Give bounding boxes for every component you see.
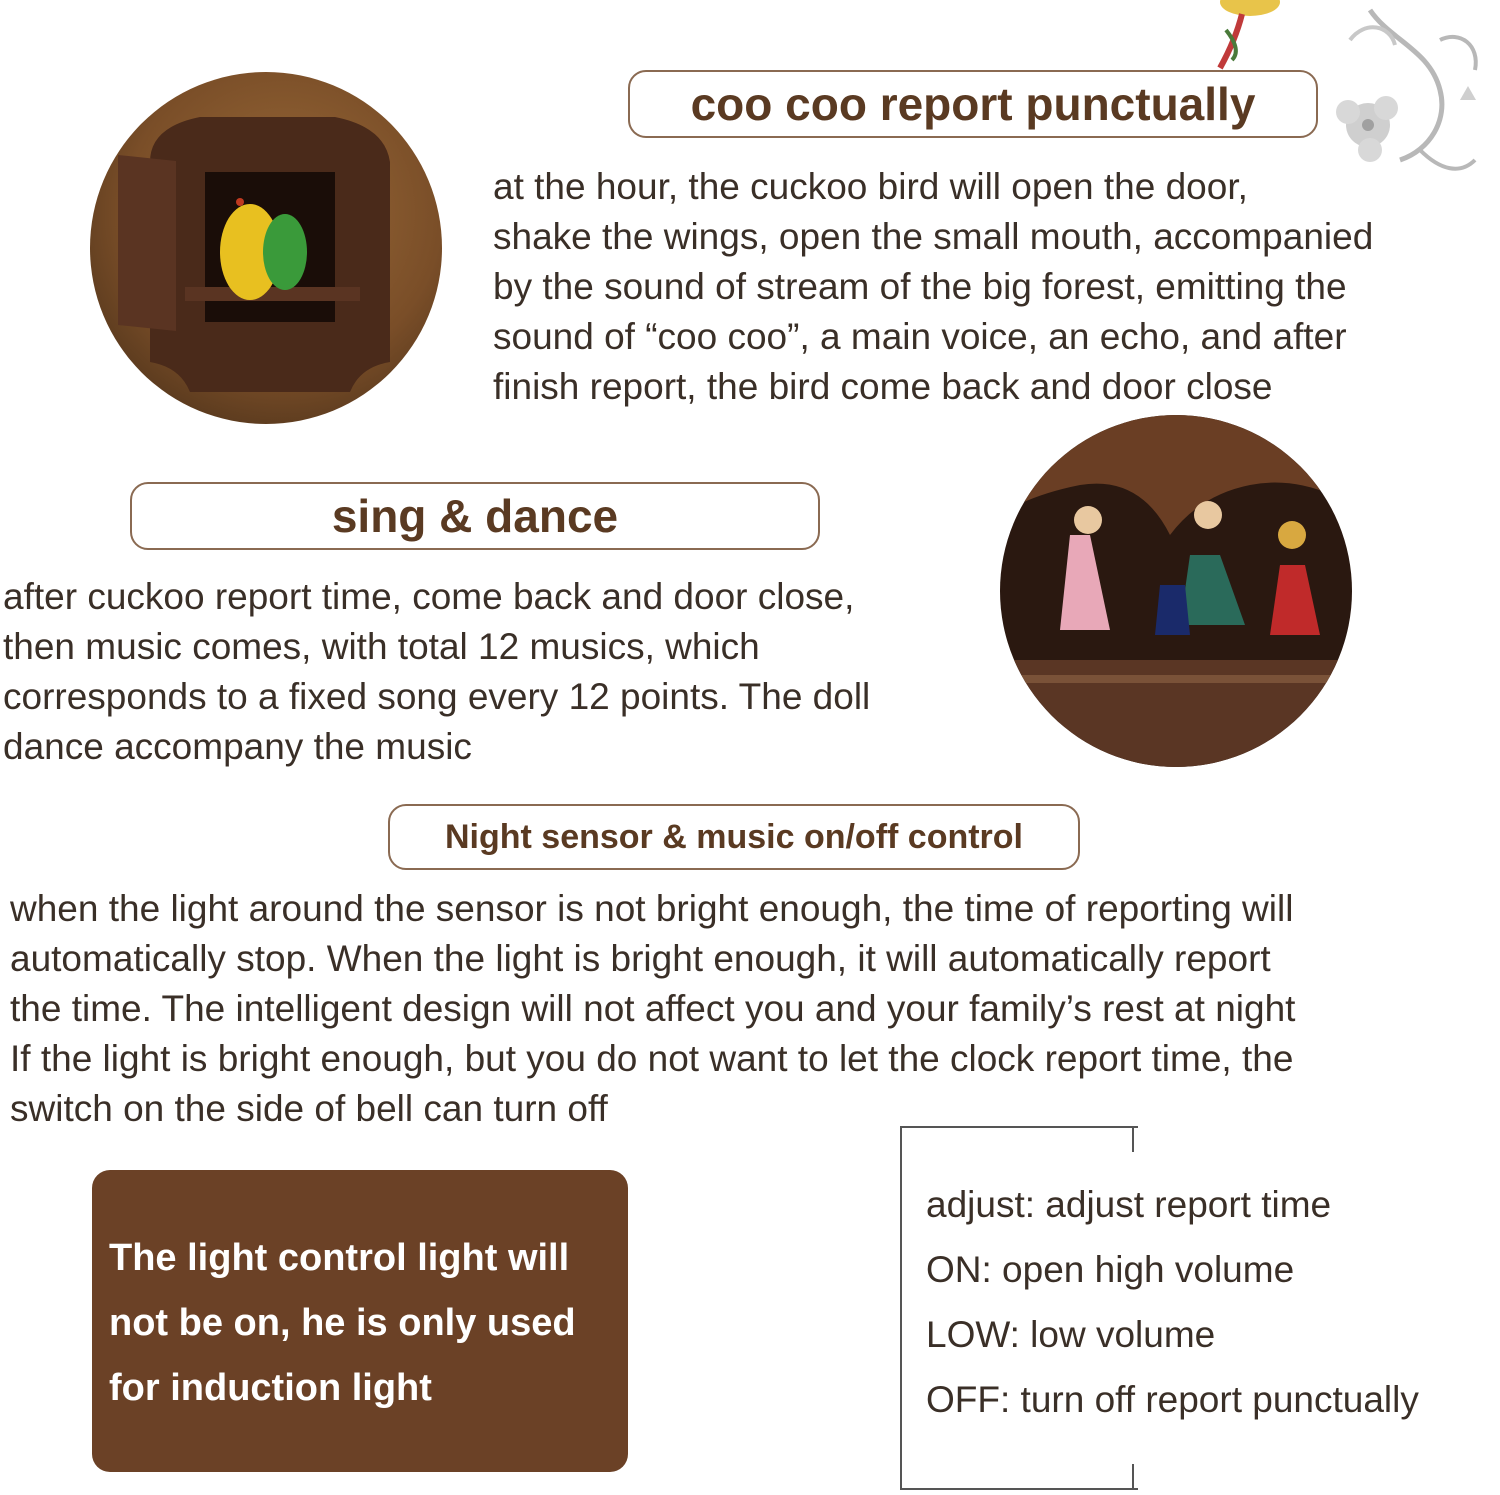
section2-paragraph (3, 572, 870, 772)
cuckoo-window-photo (90, 72, 442, 424)
paragraph-line: at the hour, the cuckoo bird will open the door, (493, 166, 1248, 207)
note-line: not be on, he is only used (109, 1302, 576, 1344)
paragraph-line: the time. The intelligent design will not affect you and your family’s rest at night (10, 988, 1296, 1029)
paragraph-line: corresponds to a fixed song every 12 points. The doll (3, 676, 871, 717)
paragraph-line: automatically stop. When the light is bright enough, it will automatically report (10, 938, 1271, 979)
cuckoo-house-icon (90, 72, 442, 424)
legend-item: LOW: low volume (926, 1314, 1216, 1355)
section3-heading-frame (388, 804, 1080, 870)
switch-legend-list (926, 1172, 1419, 1432)
section1-heading: coo coo report punctually (690, 78, 1256, 130)
bracket-tick (1132, 1464, 1134, 1490)
paragraph-line: when the light around the sensor is not bright enough, the time of reporting will (10, 888, 1294, 929)
bracket-tick (1132, 1126, 1134, 1152)
section2-heading-frame (130, 482, 820, 550)
note-line: The light control light will (109, 1237, 570, 1279)
section3-heading: Night sensor & music on/off control (444, 817, 1024, 856)
paragraph-line: after cuckoo report time, come back and door close, (3, 576, 855, 617)
paragraph-line: then music comes, with total 12 musics, which (3, 626, 760, 667)
legend-item: adjust: adjust report time (926, 1184, 1332, 1225)
paragraph-line: dance accompany the music (3, 726, 472, 767)
section1-heading-frame (628, 70, 1318, 138)
legend-item: OFF: turn off report punctually (926, 1379, 1419, 1420)
section1-paragraph (493, 162, 1373, 412)
paragraph-line: switch on the side of bell can turn off (10, 1088, 608, 1129)
section2-heading: sing & dance (331, 490, 619, 542)
paragraph-line: by the sound of stream of the big forest, emitting the (493, 266, 1347, 307)
dancing-dolls-photo (1000, 415, 1352, 767)
dolls-icon (1000, 415, 1352, 767)
section3-paragraph (10, 884, 1295, 1134)
light-control-note (92, 1170, 628, 1472)
paragraph-line: sound of “coo coo”, a main voice, an echo, and after (493, 316, 1347, 357)
paragraph-line: shake the wings, open the small mouth, accompanied (493, 216, 1374, 257)
paragraph-line: If the light is bright enough, but you do not want to let the clock report time, the (10, 1038, 1294, 1079)
paragraph-line: finish report, the bird come back and door close (493, 366, 1273, 407)
legend-item: ON: open high volume (926, 1249, 1295, 1290)
note-line: for induction light (109, 1367, 432, 1409)
